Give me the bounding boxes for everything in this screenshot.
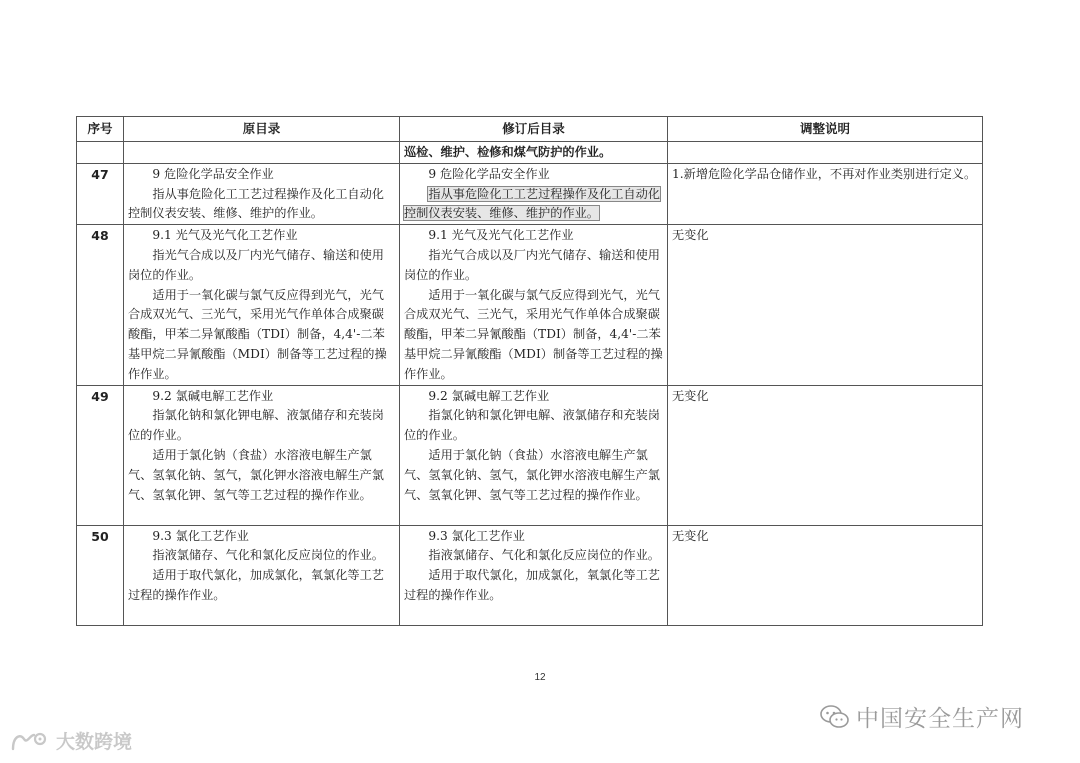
section-definition: 指液氯储存、气化和氯化反应岗位的作业。 [428,548,660,563]
watermark-right-text: 中国安全生产网 [856,706,1024,732]
row-seq: 50 [77,525,124,625]
table-row [77,525,983,625]
table-header-row [77,117,983,142]
original-cell [124,225,400,385]
brand-logo-icon [10,729,50,753]
watermark-right [820,700,1024,733]
original-cell [124,525,400,625]
section-title: 9.1 光气及光气化工艺作业 [152,228,298,243]
section-definition: 指光气合成以及厂内光气储存、输送和使用岗位的作业。 [404,247,660,282]
section-title: 9 危险化学品安全作业 [428,166,550,181]
section-title: 9.2 氯碱电解工艺作业 [428,388,550,403]
section-title: 9.3 氯化工艺作业 [428,528,525,543]
page-number: 12 [534,672,546,683]
header-revised: 修订后目录 [400,117,668,142]
note-cell: 1.新增危险化学品仓储作业，不再对作业类别进行定义。 [668,163,983,224]
section-definition: 指光气合成以及厂内光气储存、输送和使用岗位的作业。 [128,247,384,282]
section-definition: 指从事危险化工工艺过程操作及化工自动化控制仪表安装、维修、维护的作业。 [128,186,384,221]
header-original: 原目录 [124,117,400,142]
original-cell [124,163,400,224]
row-seq: 48 [77,225,124,385]
continuation-text: 巡检、维护、检修和煤气防护的作业。 [400,142,668,164]
highlighted-definition: 指从事危险化工工艺过程操作及化工自动化控制仪表安装、维修、维护的作业。 [404,186,660,221]
revised-cell [400,385,668,525]
comparison-table [76,116,983,626]
row-seq: 47 [77,163,124,224]
section-title: 9 危险化学品安全作业 [152,166,274,181]
wechat-icon [820,704,850,730]
continuation-row [77,142,983,164]
revised-cell [400,525,668,625]
header-seq: 序号 [77,117,124,142]
watermark-left-text: 大数跨境 [56,731,133,753]
section-scope: 适用于取代氯化，加成氯化，氧氯化等工艺过程的操作作业。 [128,568,384,602]
section-scope: 适用于氯化钠（食盐）水溶液电解生产氯气、氢氧化钠、氢气，氯化钾水溶液电解生产氯气、氢氧化钾、氢气等工艺过程的操作作业。 [404,447,660,502]
section-title: 9.2 氯碱电解工艺作业 [152,388,274,403]
section-definition: 指氯化钠和氯化钾电解、液氯储存和充装岗位的作业。 [404,408,660,443]
watermark-left [10,727,132,754]
section-scope: 适用于取代氯化，加成氯化，氧氯化等工艺过程的操作作业。 [404,568,660,602]
section-definition: 指氯化钠和氯化钾电解、液氯储存和充装岗位的作业。 [128,408,384,443]
section-scope: 适用于一氧化碳与氯气反应得到光气，光气合成双光气、三光气，采用光气作单体合成聚碳酸酯，甲苯二异氰酸酯（TDI）制备，4,4'-二苯基甲烷二异氰酸酯（MDI）制备等工艺过程的操作作业。 [404,287,663,381]
section-definition: 指液氯储存、气化和氯化反应岗位的作业。 [152,548,384,563]
original-cell [124,385,400,525]
note-cell: 无变化 [668,385,983,525]
table-row [77,385,983,525]
section-scope: 适用于氯化钠（食盐）水溶液电解生产氯气、氢氧化钠、氢气，氯化钾水溶液电解生产氯气、氢氧化钾、氢气等工艺过程的操作作业。 [128,447,384,502]
section-title: 9.1 光气及光气化工艺作业 [428,228,574,243]
table-row [77,225,983,385]
note-cell: 无变化 [668,525,983,625]
note-cell: 无变化 [668,225,983,385]
revised-cell [400,163,668,224]
section-scope: 适用于一氧化碳与氯气反应得到光气，光气合成双光气、三光气，采用光气作单体合成聚碳酸酯，甲苯二异氰酸酯（TDI）制备，4,4'-二苯基甲烷二异氰酸酯（MDI）制备等工艺过程的操作作业。 [128,287,387,381]
section-title: 9.3 氯化工艺作业 [152,528,249,543]
table-row [77,163,983,224]
revised-cell [400,225,668,385]
header-note: 调整说明 [668,117,983,142]
row-seq: 49 [77,385,124,525]
